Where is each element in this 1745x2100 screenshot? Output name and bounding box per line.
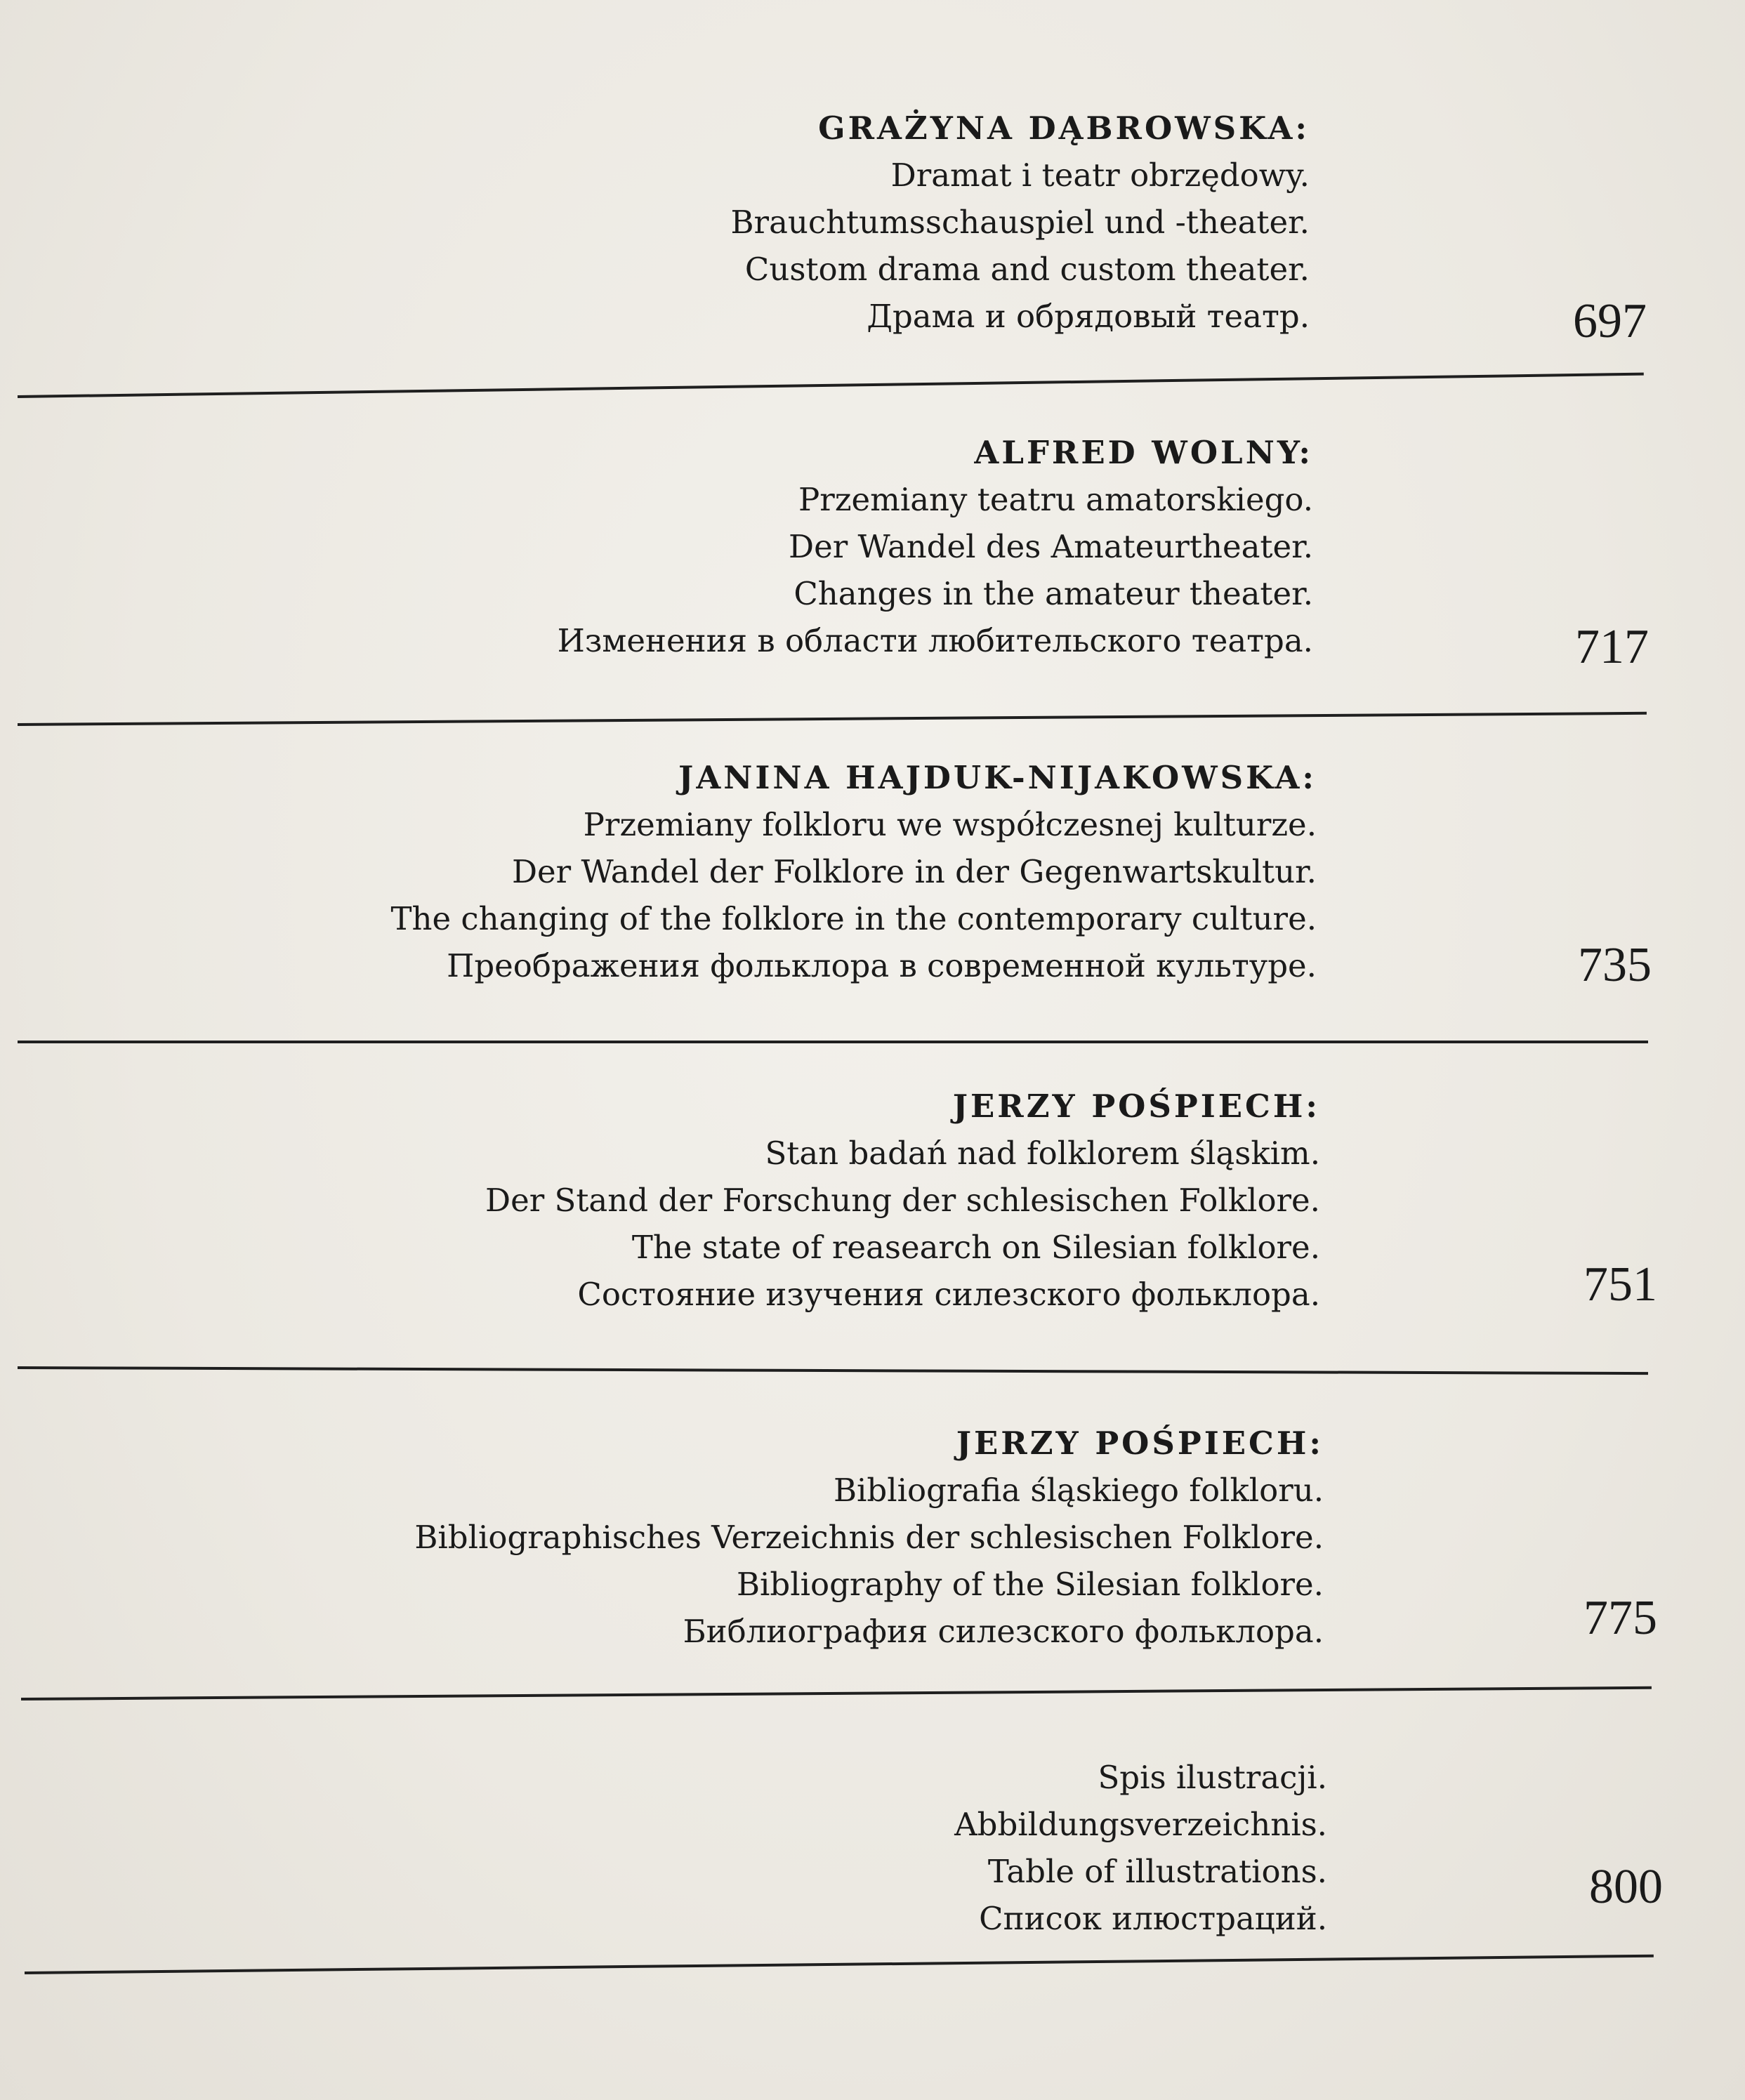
entry-title-german: Der Wandel des Amateurtheater. [789,528,1313,565]
entry-title-german: Der Stand der Forschung der schlesischen Folklore. [485,1182,1320,1219]
entry-divider [25,1955,1654,1974]
entry-page-number: 697 [1573,294,1647,348]
entry-title-polish: Dramat i teatr obrzędowy. [890,157,1310,194]
entry-divider [21,1686,1652,1701]
entry-text [53,755,1317,989]
entry-text [56,1083,1320,1318]
entry-author: ALFRED WOLNY: [974,434,1313,471]
entry-title-english: Table of illustrations. [987,1853,1327,1890]
entry-title-russian: Драма и обрядовый театр. [867,298,1310,335]
entry-divider [18,712,1647,726]
entry-text [60,1420,1324,1655]
entry-author: JANINA HAJDUK-NIJAKOWSKA: [678,759,1317,796]
entry-title-polish: Stan badań nad folklorem śląskim. [765,1135,1320,1172]
entry-title-russian: Преображения фольклора в современной культуре. [447,947,1317,984]
entry-page-number: 717 [1575,620,1649,674]
entry-title-english: Changes in the amateur theater. [794,575,1313,612]
entry-title-russian: Библиография силезского фольклора. [683,1613,1324,1650]
entry-author: JERZY POŚPIECH: [952,1088,1320,1125]
entry-title-polish: Przemiany teatru amatorskiego. [798,481,1313,518]
entry-author: GRAŻYNA DĄBROWSKA: [818,110,1310,147]
entry-page-number: 800 [1589,1860,1663,1914]
entry-title-russian: Состояние изучения силезского фольклора. [577,1276,1320,1313]
entry-title-russian: Список илюстраций. [979,1900,1327,1937]
entry-author: JERZY POŚPIECH: [956,1425,1324,1462]
entry-title-english: Custom drama and custom theater. [744,251,1310,288]
entry-text [49,430,1313,664]
entry-text [46,105,1310,340]
entry-title-polish: Bibliografia śląskiego folkloru. [833,1472,1324,1509]
entry-title-german: Abbildungsverzeichnis. [954,1806,1327,1843]
entry-page-number: 735 [1578,938,1652,992]
entry-divider [18,1366,1648,1375]
entry-title-english: The changing of the folklore in the contemporary culture. [390,900,1317,937]
entry-page-number: 751 [1583,1257,1657,1312]
entry-title-polish: Spis ilustracji. [1098,1759,1327,1796]
entry-page-number: 775 [1583,1591,1657,1645]
entry-title-english: Bibliography of the Silesian folklore. [736,1566,1324,1603]
entry-text [63,1754,1327,1942]
entry-divider [18,1041,1648,1043]
entry-title-english: The state of reasearch on Silesian folklore. [631,1229,1320,1266]
entry-title-german: Der Wandel der Folklore in der Gegenwartskultur. [511,853,1317,890]
entry-title-german: Bibliographisches Verzeichnis der schlesischen Folklore. [414,1519,1324,1556]
entry-title-polish: Przemiany folkloru we współczesnej kulturze. [583,806,1317,843]
entry-divider [18,373,1644,398]
entry-title-russian: Изменения в области любительского театра. [557,622,1313,659]
entry-title-german: Brauchtumsschauspiel und -theater. [730,204,1310,241]
